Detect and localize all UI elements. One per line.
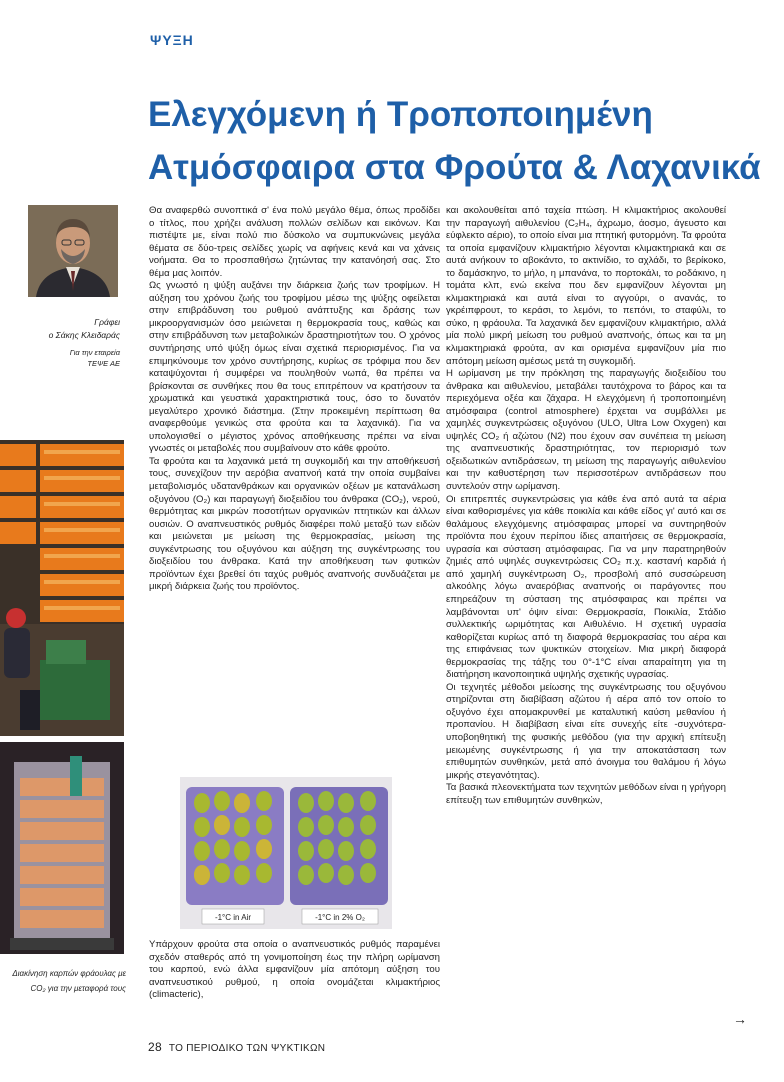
paragraph: Τα φρούτα και τα λαχανικά μετά τη συγκομιδή και την αποθήκευσή τους, συνεχίζουν την αερόβια αναπνοή κατά την οποία συμβαίνει μεταβολισμός υδατανθράκων και οργανικών οξέων με κατανάλωση οξυγόνου (O₂) και παραγωγή διοξειδίου του άνθρακα (CO₂), νερού, θερμότητας και μικρών ποσοτήτων οργανικών πτητικών και άλλων ουσιών. Ο αναπνευστικός ρυθμός διαφέρει πολύ μεταξύ των ειδών και μειώνεται με μείωση της θερμοκρασίας, μείωση της συγκέντρωσης του οξυγόνου και αύξηση της συγκέντρωσης του διοξειδίου του άνθρακα. Κατά την αποθήκευση των φυτικών προϊόντων έχει βρεθεί ότι ταχύς ρυθμός αναπνοής συνδυάζεται με μικρή διάρκεια ζωής του προϊόντος.	[149, 455, 440, 593]
photo-label-oxygen: -1°C in 2% O₂	[315, 913, 365, 922]
article-column-2	[446, 205, 726, 807]
author-company	[10, 347, 120, 369]
paragraph: Υπάρχουν φρούτα στα οποία ο αναπνευστικός ρυθμός παραμένει σχεδόν σταθερός από τη γονιμοποίηση έως την πλήρη ωρίμανση του καρπού, ενώ άλλα εμφανίζουν μία απότομη αύξηση του αναπνευστικού ρυθμού, η οποία ονομάζεται κλιμακτήριος (climacteric),	[149, 939, 440, 1001]
pears-comparison-photo	[180, 777, 392, 929]
article-title	[148, 88, 768, 194]
paragraph: Οι τεχνητές μέθοδοι μείωσης της συγκέντρωσης του οξυγόνου στηρίζονται στη διαβίβαση αζώτου ή αέρα από τον οποίο το οξυγόνο έχει απομακρυνθεί με καταλυτική καύση μεθανίου ή προπανίου. Η διαβίβαση είναι είτε συνεχής είτε -συχνότερα- υποβοηθητική της φυσικής μεθόδου (για την αρχική επίτευξη μειωμένης συγκέντρωσης ή για την αποκατάσταση των επιθυμητών συνθηκών, μετά από άνοιγμα του θαλάμου ή λόγω μικρής στεγανότητας).	[446, 681, 726, 781]
company-line-1: Για την εταιρεία	[69, 348, 120, 357]
byline-line-2: ο Σάκης Κλειδαράς	[48, 330, 120, 340]
byline-line-1: Γράφει	[94, 317, 120, 327]
section-label: ΨΥΞΗ	[150, 32, 194, 48]
paragraph: Θα αναφερθώ συνοπτικά σ' ένα πολύ μεγάλο θέμα, όπως προδίδει ο τίτλος, που χρήζει ανάλυση πολλών σελίδων και εικόνων. Και πιστέψτε με, είναι πολύ πιο δύσκολο να συμπυκνώνεις μεγάλα θέματα σε δύο-τρεις σελίδες χωρίς να αφήνεις κενά και να χάνεις νοήματα. Θα το προσπαθήσω ζητώντας την κατανόησή σας. Στο θέμα μας λοιπόν.	[149, 205, 440, 279]
paragraph: Τα βασικά πλεονεκτήματα των τεχνητών μεθόδων είναι η γρήγορη επίτευξη των επιθυμητών συνθηκών,	[446, 782, 726, 806]
paragraph: Η ωρίμανση με την πρόκληση της παραγωγής διοξειδίου του άνθρακα και αιθυλενίου, μεταβάλει ταυτόχρονα το βάρος και τα περιεχόμενα οξέα και ζάχαρα. Η ελεγχόμενη ή τροποποιημένη ατμόσφαιρα (control atmosphere) έρχεται να συμβάλλει με χαμηλές συγκεντρώσεις οξυγόνου (ULO, Ultra Low Oxygen) και υψηλές CO₂ ή αζώτου (N2) που έχουν σαν συνέπεια τη μείωση της αναπνευστικής δραστηριότητας, τον περιορισμό των οξειδωτικών αντιδράσεων, τη μείωση της παραγωγής αιθυλενίου και την καθυστέρηση των περισσοτέρων αντιδράσεων που συντελούν στην ωρίμανση.	[446, 368, 726, 493]
author-byline	[10, 316, 120, 342]
paragraph: Ως γνωστό η ψύξη αυξάνει την διάρκεια ζωής των τροφίμων. Η αύξηση του χρόνου ζωής του τροφίμου μέσω της ψύξης οφείλεται στην επιβράδυνση του ρυθμού ανάπτυξης και δράσης των μικροοργανισμών όσο μειώνεται η θερμοκρασία τους, καθώς και στην επιβράδυνση των μεταβολικών δραστηριοτήτων του. Ο χρόνος συντήρησης υπό ψύξη όμως είναι σχετικά περιορισμένος. Για να επιμηκύνουμε τον χρόνο συντήρησης, κυρίως σε τρόφιμα που δεν καταψύχονται ή συμφέρει να πουληθούν νωπά, θα πρέπει να βρίσκονται σε συνθήκες που θα τους επιτρέπουν να κρατήσουν τα χρωματικά και γευστικά χαρακτηριστικά τους, όσο το δυνατόν μεγαλύτερο χρονικό διάστημα. (Στην προκειμένη περίπτωση θα αναφερθούμε γενικώς στα φρούτα και τα λαχανικά). Για να υπολογισθεί ο μέγιστος χρόνος αποθήκευσης πρέπει να είναι γνωστές οι μεταβολές που συμβαίνουν στο κάθε φρούτο.	[149, 280, 440, 455]
crates-worker-photo	[0, 440, 124, 736]
pallet-photo	[0, 742, 124, 954]
photo-label-air: -1°C in Air	[214, 913, 252, 922]
title-line-2: Ατμόσφαιρα στα Φρούτα & Λαχανικά	[148, 148, 761, 187]
magazine-name: ΤΟ ΠΕΡΙΟΔΙΚΟ ΤΩΝ ΨΥΚΤΙΚΩΝ	[168, 1043, 326, 1054]
arrow-right-icon: →	[733, 1011, 747, 1027]
paragraph: Οι επιτρεπτές συγκεντρώσεις για κάθε ένα από αυτά τα αέρια είναι καθορισμένες για κάθε ποικιλία και κάθε είδος γι' αυτό και σε θαλάμους ελεγχόμενης ατμόσφαιρας μπορεί να συντηρηθούν προϊόντα που έχουν περίπου ίδιες απαιτήσεις σε θερμοκρασία, υγρασία και σύσταση ατμόσφαιρας. Για να μην παρατηρηθούν ζημιές από υψηλές συγκεντρώσεις CO₂ π.χ. καστανή καρδιά ή από χαμηλή συγκέντρωση O₂, προσβολή από συσσώρευση αλκοόλης λόγω αναερόβιας αναπνοής οι παράγοντες που επηρεάζουν τη σύσταση της ατμόσφαιρας και πρέπει να λαμβάνονται υπ' όψιν είναι: Θερμοκρασία, Ποικιλία, Στάδιο συλλεκτικής ωριμότητας και Αιθυλένιο. Η σχετική υγρασία καθορίζεται κυρίως από τη διαφορά θερμοκρασίας του αέρα και της επιφάνειας των ψυκτικών στοιχείων. Μια μικρή διαφορά θερμοκρασίας της τάξης του 0°-1°C είναι απαραίτητη για τη διατήρηση ικανοποιητικά υψηλής σχετικής υγρασίας.	[446, 493, 726, 681]
article-column-1	[149, 205, 440, 594]
paragraph: και ακολουθείται από ταχεία πτώση. Η κλιμακτήριος ακολουθεί την παραγωγή αιθυλενίου (C₂H₄, άχρωμο, άοσμο, άγευστο και εύφλεκτο αέριο), το οποίο είναι μια πτητική φυτορμόνη. Τα φρούτα τα οποία εμφανίζουν κλιμακτήριο λέγονται κλιμακτηριακά και σε αυτά ανήκουν το αβοκάντο, το ακτινίδιο, το αχλάδι, το βερίκοκο, το δαμάσκηνο, το μήλο, η μπανάνα, το πορτοκάλι, το ροδάκινο, η τομάτα κλπ, ενώ εκείνα που δεν εμφανίζουν λέγονται μη κλιμακτηριακά και αυτά είναι το αγγούρι, ο ανανάς, το γκρέιπφρουτ, το κεράσι, το λεμόνι, το πεπόνι, το σταφύλι, το σύκο, η φράουλα. Τα λαχανικά δεν εμφανίζουν κλιμακτήριο, αλλά μία πολύ μικρή μείωση του ρυθμού αναπνοής, όπως και τα μη κλιμακτηριακά φρούτα, αν και ορισμένα εμφανίζουν μία πιο απότομη μείωση αμέσως μετά τη συγκομιδή.	[446, 205, 726, 367]
title-line-1: Ελεγχόμενη ή Τροποποιημένη	[148, 95, 653, 134]
article-column-1-bottom	[149, 939, 440, 1002]
photo-caption: Διακίνηση καρπών φράουλας με CO₂ για την μεταφορά τους	[12, 969, 126, 993]
author-photo	[28, 205, 118, 297]
company-line-2: ΤΕΨΕ ΑΕ	[87, 359, 120, 368]
page-footer	[148, 1040, 325, 1054]
page-number: 28	[148, 1040, 162, 1054]
